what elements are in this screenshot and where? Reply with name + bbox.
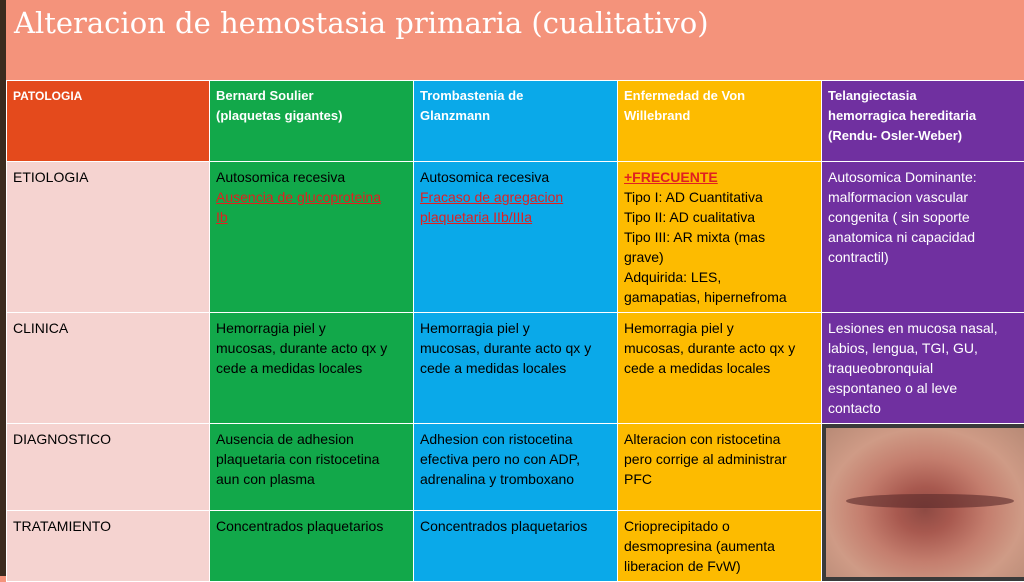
lip-lesions-photo: [826, 428, 1024, 577]
row-label-clinica: CLINICA: [7, 313, 210, 424]
comparison-table: [6, 80, 1024, 582]
table-row-etiologia: [7, 162, 1024, 313]
cell-etiologia-von-willebrand: +FRECUENTE Tipo I: AD Cuantitativa Tipo II: AD cualitativa Tipo III: AR mixta (mas grave) Adquirida: LES, gamapatias, hipernefroma: [618, 162, 822, 313]
header-glanzmann: Trombastenia de Glanzmann: [414, 81, 618, 162]
cell-diagnostico-bernard: Ausencia de adhesion plaquetaria con ristocetina aun con plasma: [210, 424, 414, 511]
slide-title: Alteracion de hemostasia primaria (cualitativo): [14, 6, 709, 40]
cell-diagnostico-glanzmann: Adhesion con ristocetina efectiva pero no con ADP, adrenalina y tromboxano: [414, 424, 618, 511]
cell-clinica-telangiectasia: Lesiones en mucosa nasal, labios, lengua, TGI, GU, traqueobronquial espontaneo o al leve contacto: [822, 313, 1024, 424]
cell-etiologia-bernard: Autosomica recesiva Ausencia de glucoproteina Ib: [210, 162, 414, 313]
cell-clinica-bernard: Hemorragia piel y mucosas, durante acto qx y cede a medidas locales: [210, 313, 414, 424]
cell-diagnostico-von-willebrand: Alteracion con ristocetina pero corrige al administrar PFC: [618, 424, 822, 511]
cell-tratamiento-glanzmann: Concentrados plaquetarios: [414, 511, 618, 582]
header-bernard-soulier: Bernard Soulier (plaquetas gigantes): [210, 81, 414, 162]
cell-etiologia-telangiectasia: Autosomica Dominante: malformacion vascular congenita ( sin soporte anatomica ni capacidad contractil): [822, 162, 1024, 313]
cell-clinica-von-willebrand: Hemorragia piel y mucosas, durante acto qx y cede a medidas locales: [618, 313, 822, 424]
row-label-diagnostico: DIAGNOSTICO: [7, 424, 210, 511]
table-row-clinica: [7, 313, 1024, 424]
cell-tratamiento-bernard: Concentrados plaquetarios: [210, 511, 414, 582]
table-row-diagnostico: [7, 424, 1024, 511]
header-patologia: PATOLOGIA: [7, 81, 210, 162]
row-label-etiologia: ETIOLOGIA: [7, 162, 210, 313]
cell-etiologia-glanzmann: Autosomica recesiva Fracaso de agregacion plaquetaria IIb/IIIa: [414, 162, 618, 313]
lip-lesions-photo-cell: [822, 424, 1024, 582]
header-telangiectasia: Telangiectasia hemorragica hereditaria (Rendu- Osler-Weber): [822, 81, 1024, 162]
cell-tratamiento-von-willebrand: Crioprecipitado o desmopresina (aumenta liberacion de FvW): [618, 511, 822, 582]
table-header-row: [7, 81, 1024, 162]
cell-clinica-glanzmann: Hemorragia piel y mucosas, durante acto qx y cede a medidas locales: [414, 313, 618, 424]
row-label-tratamiento: TRATAMIENTO: [7, 511, 210, 582]
header-von-willebrand: Enfermedad de Von Willebrand: [618, 81, 822, 162]
